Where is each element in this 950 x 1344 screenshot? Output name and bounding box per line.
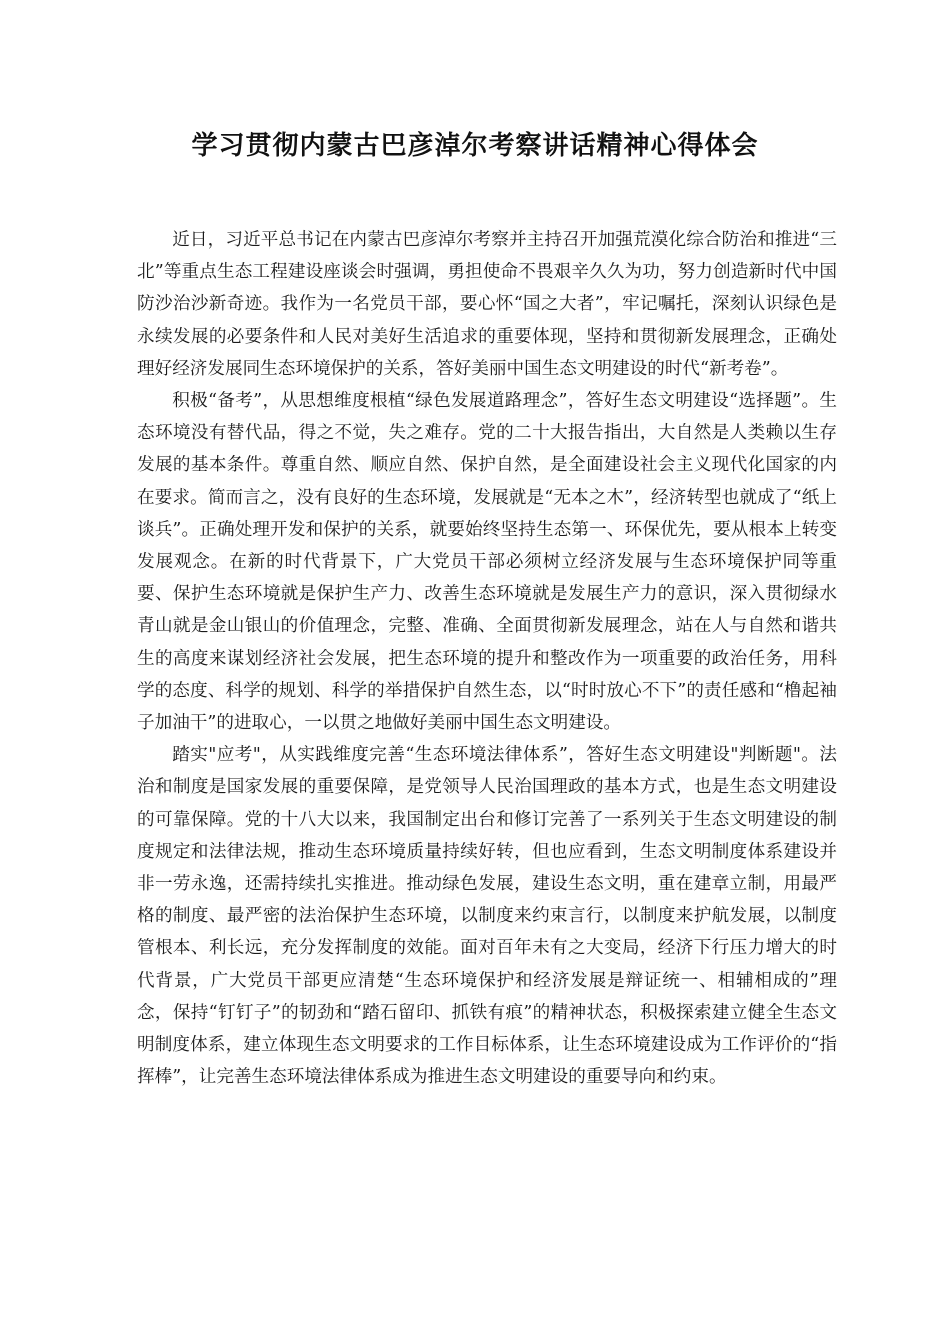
paragraph-preparation: 积极“备考”，从思想维度根植“绿色发展道路理念”，答好生态文明建设“选择题”。生态环境没有替代品，得之不觉，失之难存。党的二十大报告指出，大自然是人类赖以生存发展的基本条件。尊重自然、顺应自然、保护自然，是全面建设社会主义现代化国家的内在要求。简而言之，没有良好的生态环境，发展就是“无本之木”，经济转型也就成了“纸上谈兵”。正确处理开发和保护的关系，就要始终坚持生态第一、环保优先，要从根本上转变发展观念。在新的时代背景下，广大党员干部必须树立经济发展与生态环境保护同等重要、保护生态环境就是保护生产力、改善生态环境就是发展生产力的意识，深入贯彻绿水青山就是金山银山的价值理念，完整、准确、全面贯彻新发展理念，站在人与自然和谐共生的高度来谋划经济社会发展，把生态环境的提升和整改作为一项重要的政治任务，用科学的态度、科学的规划、科学的举措保护自然生态，以“时时放心不下”的责任感和“橹起袖子加油干”的进取心，一以贯之地做好美丽中国生态文明建设。	[137, 391, 837, 734]
paragraph-intro: 近日，习近平总书记在内蒙古巴彦淖尔考察并主持召开加强荒漠化综合防治和推进“三北”等重点生态工程建设座谈会时强调，勇担使命不畏艰辛久久为功，努力创造新时代中国防沙治沙新奇迹。我作为一名党员干部，要心怀“国之大者”，牢记嘱托，深刻认识绿色是永续发展的必要条件和人民对美好生活追求的重要体现，坚持和贯彻新发展理念，正确处理好经济发展同生态环境保护的关系，答好美丽中国生态文明建设的时代“新考卷”。	[137, 230, 837, 379]
document-title: 学习贯彻内蒙古巴彦淖尔考察讲话精神心得体会	[191, 131, 759, 161]
paragraph-practice: 踏实"应考"，从实践维度完善“生态环境法律体系”，答好生态文明建设"判断题"。法治和制度是国家发展的重要保障，是党领导人民治国理政的基本方式，也是生态文明建设的可靠保障。党的十八大以来，我国制定出台和修订完善了一系列关于生态文明建设的制度规定和法律法规，推动生态环境质量持续好转，但也应看到，生态文明制度体系建设并非一劳永逸，还需持续扎实推进。推动绿色发展，建设生态文明，重在建章立制，用最严格的制度、最严密的法治保护生态环境，以制度来约束言行，以制度来护航发展，以制度管根本、利长远，充分发挥制度的效能。面对百年未有之大变局，经济下行压力增大的时代背景，广大党员干部更应清楚“生态环境保护和经济发展是辩证统一、相辅相成的”理念，保持“钉钉子”的韧劲和“踏石留印、抓铁有痕”的精神状态，积极探索建立健全生态文明制度体系，建立体现生态文明要求的工作目标体系，让生态环境建设成为工作评价的“指挥棒”，让完善生态环境法律体系成为推进生态文明建设的重要导向和约束。	[137, 745, 837, 1088]
document-body	[137, 224, 837, 1093]
